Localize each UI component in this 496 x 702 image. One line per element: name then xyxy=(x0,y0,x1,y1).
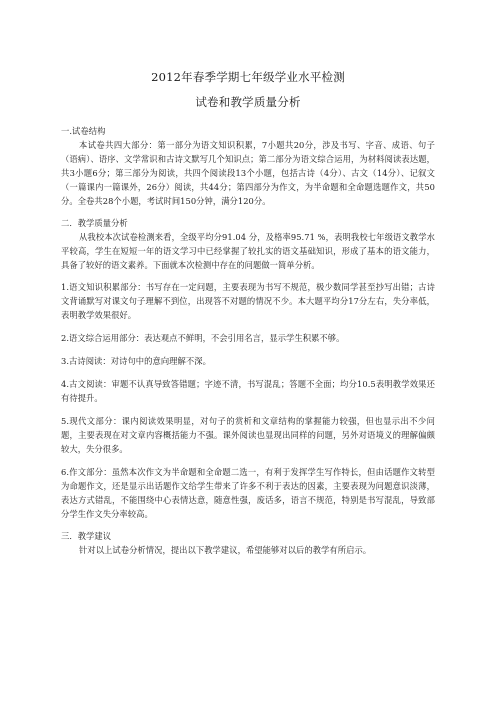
analysis-item-6: 6.作文部分：虽然本次作文为半命题和全命题二选一，有利于发挥学生写作特长，但由话题作文转型为命题作文，还是显示出话题作文给学生带来了许多不利于表达的因素，主要表现为问题意识淡薄，表达方式错乱，不能围绕中心表情达意，随意性强，废话多，语言不规范，特别是书写混乱，导致部分学生作文失分率较高。 xyxy=(61,467,435,519)
section-heading-structure: 一.试卷结构 xyxy=(61,126,106,136)
document-title: 2012年春季学期七年级学业水平检测 xyxy=(151,70,345,84)
section-heading-suggestions: 三．教学建议 xyxy=(61,531,112,541)
analysis-item-4: 4.古文阅读：审题不认真导致答错题；字迹不清，书写混乱；答题不全面；均分10.5表明教学效果还有待提升。 xyxy=(61,379,435,403)
section-heading-quality: 二．教学质量分析 xyxy=(61,218,128,228)
document-subtitle: 试卷和教学质量分析 xyxy=(195,95,301,109)
analysis-item-2: 2.语文综合运用部分：表达观点不鲜明，不会引用名言，显示学生积累不够。 xyxy=(61,333,345,343)
paragraph-suggestions: 针对以上试卷分析情况，提出以下教学建议，希望能够对以后的教学有所启示。 xyxy=(79,545,372,555)
paragraph-structure: 本试卷共四大部分：第一部分为语文知识积累，7小题共20分，涉及书写、字音、成语、句子（语病）、语序、文学常识和古诗文默写几个知识点；第二部分为语文综合运用，为材料阅读表达题，共3小题6分；第三部分为阅读，共四个阅读段13个小题，包括古诗（4分）、古文（14分）、记叙文（一篇课内一篇课外，26分）阅读，共44分；第四部分为作文，为半命题和全命题选题作文，共50分。全卷共28个小题，考试时间150分钟，满分120分。 xyxy=(61,140,435,206)
analysis-item-3: 3.古诗阅读：对诗句中的意向理解不深。 xyxy=(61,356,211,366)
document-body xyxy=(61,124,435,557)
analysis-item-1: 1.语文知识积累部分：书写存在一定问题，主要表现为书写不规范，极少数同学甚至抄写出错；古诗文背诵默写对课文句子理解不到位，出现答不对题的情况不少。本大题平均分17分左右，失分率低，表明教学效果很好。 xyxy=(61,282,435,320)
paragraph-quality: 从我校本次试卷检测来看，全级平均分91.04 分，及格率95.71 %，表明我校七年级语文教学水平较高，学生在短短一年的语文学习中已经掌握了较扎实的语文基础知识，形成了基本的语文能力，具备了较好的语文素养。下面就本次检测中存在的问题做一简单分析。 xyxy=(61,232,435,270)
analysis-item-5: 5.现代文部分：课内阅读效果明显，对句子的赏析和文章结构的掌握能力较强，但也显示出不少问题，主要表现在对文章内容概括能力不强。课外阅读也显现出同样的问题，另外对语境义的理解偏颇较大，失分很多。 xyxy=(61,416,435,454)
